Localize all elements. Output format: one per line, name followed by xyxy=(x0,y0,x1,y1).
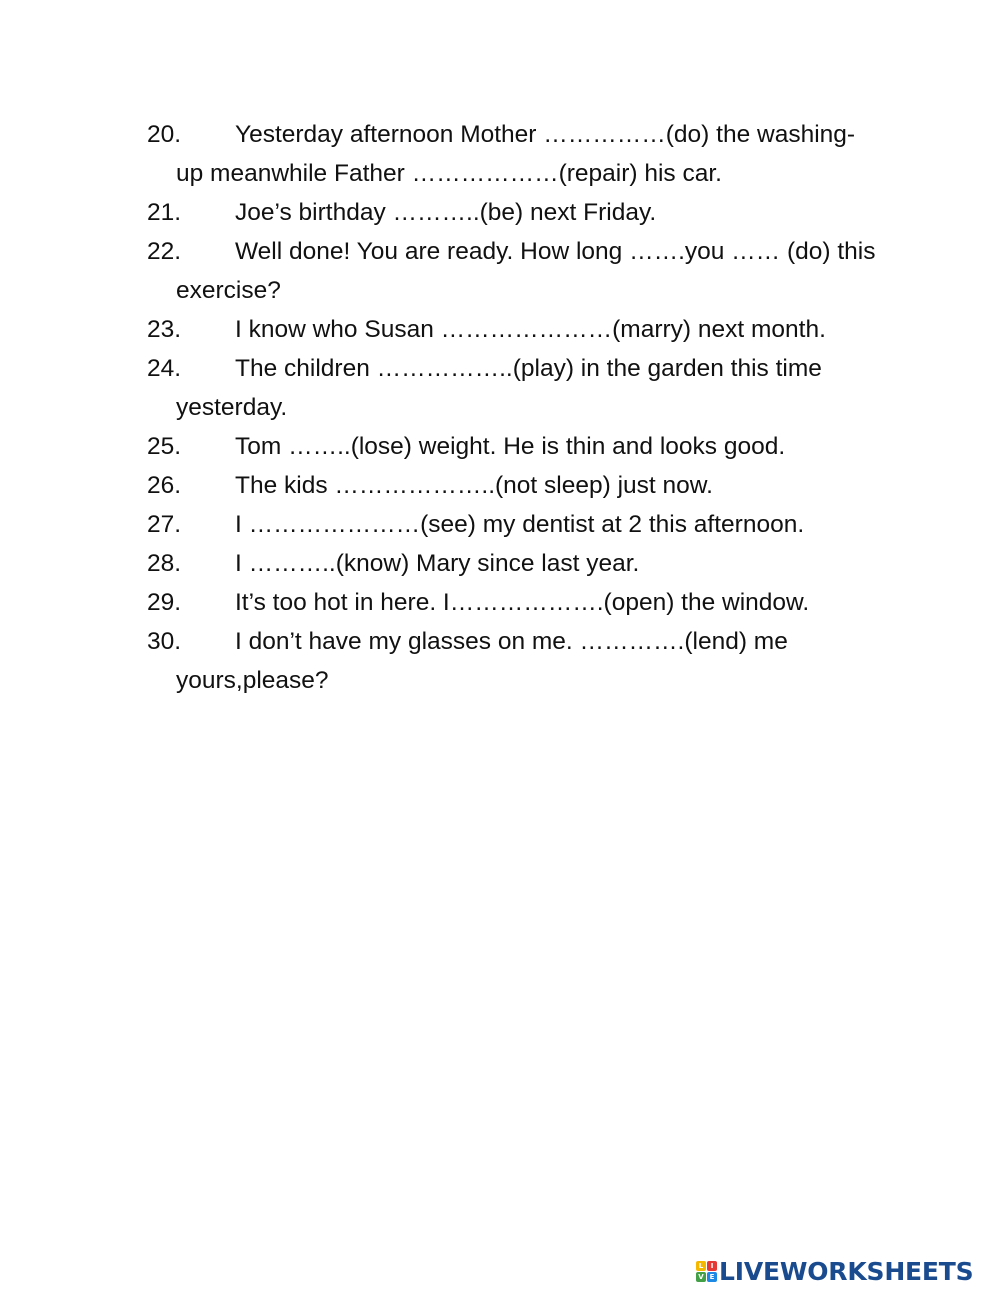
item-number: 27. xyxy=(147,511,182,538)
item-number: 22. xyxy=(147,238,182,265)
item-text: I know who Susan …………………(marry) next month. xyxy=(235,316,826,343)
exercise-item-30 xyxy=(147,622,877,700)
item-text: Joe’s birthday ………..(be) next Friday. xyxy=(235,199,657,226)
item-number: 24. xyxy=(147,355,182,382)
logo-mark-icon xyxy=(696,1261,717,1282)
item-text: The children ……………..(play) in the garden this time yesterday. xyxy=(176,355,822,421)
logo-mark-letter: I xyxy=(707,1261,717,1271)
exercise-item-25 xyxy=(147,427,877,466)
exercise-item-20 xyxy=(147,115,877,193)
item-text: The kids ………………..(not sleep) just now. xyxy=(235,472,713,499)
logo-mark-letter: V xyxy=(696,1272,706,1282)
item-text: It’s too hot in here. I……………….(open) the window. xyxy=(235,589,810,616)
item-text: Yesterday afternoon Mother ……………(do) the washing-up meanwhile Father ………………(repair) his car. xyxy=(176,121,856,187)
item-text: I don’t have my glasses on me. ………….(lend) me yours,please? xyxy=(176,628,788,694)
item-number: 25. xyxy=(147,433,182,460)
logo-text: LIVEWORKSHEETS xyxy=(719,1256,974,1286)
item-text: Well done! You are ready. How long …….you …… (do) this exercise? xyxy=(176,238,876,304)
exercise-item-27 xyxy=(147,505,877,544)
exercise-item-22 xyxy=(147,232,877,310)
item-number: 26. xyxy=(147,472,182,499)
item-text: I …………………(see) my dentist at 2 this afternoon. xyxy=(235,511,805,538)
item-number: 30. xyxy=(147,628,182,655)
exercise-item-29 xyxy=(147,583,877,622)
liveworksheets-logo xyxy=(696,1255,973,1287)
exercise-item-26 xyxy=(147,466,877,505)
exercise-item-21 xyxy=(147,193,877,232)
exercise-list xyxy=(147,115,877,700)
item-number: 21. xyxy=(147,199,182,226)
exercise-item-23 xyxy=(147,310,877,349)
item-number: 29. xyxy=(147,589,182,616)
exercise-item-28 xyxy=(147,544,877,583)
item-number: 28. xyxy=(147,550,182,577)
item-text: I ………..(know) Mary since last year. xyxy=(235,550,640,577)
logo-mark-letter: L xyxy=(696,1261,706,1271)
item-number: 23. xyxy=(147,316,182,343)
item-text: Tom ……..(lose) weight. He is thin and looks good. xyxy=(235,433,786,460)
logo-mark-letter: E xyxy=(707,1272,717,1282)
exercise-item-24 xyxy=(147,349,877,427)
item-number: 20. xyxy=(147,121,182,148)
